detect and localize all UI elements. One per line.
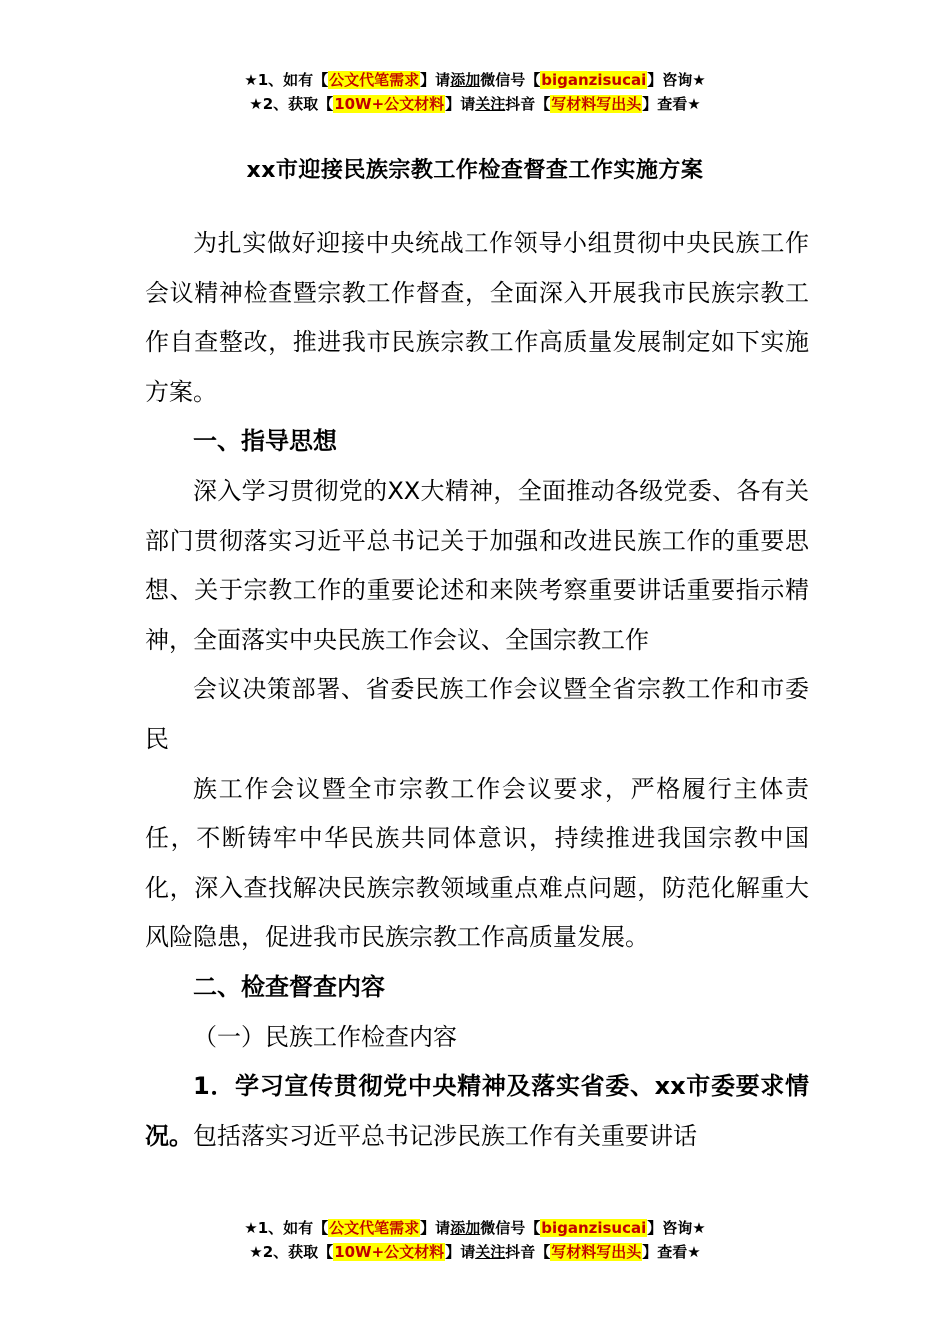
- promo-text: ★1、如有【: [244, 1219, 329, 1237]
- numbered-item: [145, 1062, 809, 1161]
- section-heading-inspection-content: 二、检查督查内容: [193, 972, 385, 1001]
- promo-douyin-id: 写材料写出头: [551, 1243, 642, 1261]
- promo-text: 抖音【: [505, 1243, 551, 1261]
- promo-text: 微信号【: [480, 1219, 541, 1237]
- section-heading-guiding-thought: 一、指导思想: [193, 427, 337, 456]
- promo-text: 】请: [445, 95, 476, 113]
- promo-text: ★2、获取【: [249, 1243, 334, 1261]
- body-paragraph: 深入学习贯彻党的XX大精神，全面推动各级党委、各有关部门贯彻落实习近平总书记关于加强和改进民族工作的重要思想、关于宗教工作的重要论述和来陕考察重要讲话重要指示精神，全面落实中央民族工作会议、全国宗教工作: [145, 476, 809, 654]
- promo-underline-text: 添加: [450, 1219, 481, 1237]
- promo-line-2: [0, 92, 950, 116]
- body-paragraph: 族工作会议暨全市宗教工作会议要求，严格履行主体责任，不断铸牢中华民族共同体意识，持续推进我国宗教中国化，深入查找解决民族宗教领域重点难点问题，防范化解重大风险隐患，促进我市民族宗教工作高质量发展。: [145, 774, 809, 952]
- promo-highlight: 10W+公文材料: [334, 95, 445, 113]
- intro-paragraph: 为扎实做好迎接中央统战工作领导小组贯彻中央民族工作会议精神检查暨宗教工作督查，全面深入开展我市民族宗教工作自查整改，推进我市民族宗教工作高质量发展制定如下实施方案。: [145, 229, 809, 406]
- bottom-promo-banner: [0, 1216, 950, 1264]
- promo-text: ★2、获取【: [249, 95, 334, 113]
- promo-text: ★1、如有【: [244, 71, 329, 89]
- document-title: xx市迎接民族宗教工作检查督查工作实施方案: [246, 158, 704, 183]
- promo-underline-text: 关注: [475, 1243, 506, 1261]
- promo-line-1: [0, 1216, 950, 1240]
- promo-text: 】查看★: [642, 1243, 701, 1261]
- promo-text: 抖音【: [505, 95, 551, 113]
- promo-text: 】查看★: [642, 95, 701, 113]
- body-paragraph: 会议决策部署、省委民族工作会议暨全省宗教工作和市委民: [145, 675, 809, 753]
- promo-text: 微信号【: [480, 71, 541, 89]
- promo-text: 】咨询★: [647, 71, 706, 89]
- promo-underline-text: 关注: [475, 95, 506, 113]
- promo-text: 】咨询★: [647, 1219, 706, 1237]
- top-promo-banner: [0, 68, 950, 116]
- subsection-heading: （一）民族工作检查内容: [193, 1022, 457, 1051]
- promo-douyin-id: 写材料写出头: [551, 95, 642, 113]
- promo-line-2: [0, 1240, 950, 1264]
- item-heading: 1．学习宣传贯彻党中央精神及落实省委、xx市委要求情况。: [145, 1072, 809, 1150]
- promo-highlight: 公文代笔需求: [329, 1219, 420, 1237]
- promo-text: 】请: [420, 1219, 451, 1237]
- promo-highlight: 公文代笔需求: [329, 71, 420, 89]
- item-text: 包括落实习近平总书记涉民族工作有关重要讲话: [193, 1121, 697, 1150]
- promo-line-1: [0, 68, 950, 92]
- promo-underline-text: 添加: [450, 71, 481, 89]
- promo-wechat-id: biganzisucai: [541, 71, 647, 89]
- promo-wechat-id: biganzisucai: [541, 1219, 647, 1237]
- promo-text: 】请: [445, 1243, 476, 1261]
- promo-text: 】请: [420, 71, 451, 89]
- document-body: [145, 219, 809, 1161]
- promo-highlight: 10W+公文材料: [334, 1243, 445, 1261]
